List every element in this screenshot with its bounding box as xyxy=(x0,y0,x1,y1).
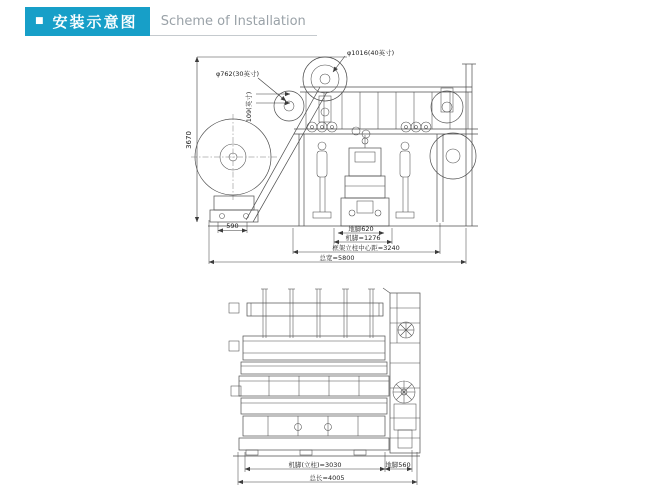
person-figure-right xyxy=(396,142,414,218)
dim-machine-foot-1276: 机脚=1276 xyxy=(345,234,381,242)
roller-group-left xyxy=(307,122,337,132)
hand-wheel-upper xyxy=(398,322,414,338)
page-title: 安装示意图 xyxy=(52,13,138,31)
heald-posts xyxy=(261,289,375,338)
dim-anchor-620: 地脚620 xyxy=(348,225,374,233)
side-view-drawing xyxy=(229,288,420,485)
dim-stand-width-590: 590 xyxy=(226,222,239,230)
hand-wheel-lower xyxy=(393,381,415,403)
square-bullet-icon: ■ xyxy=(35,16,46,26)
person-figure-left xyxy=(313,142,331,218)
label-beam-1016: φ1016(40英寸) xyxy=(347,49,395,57)
dim-machine-foot-3030: 机脚(立柱)=3030 xyxy=(288,461,342,469)
dim-total-length-4005: 总长=4005 xyxy=(309,474,345,482)
label-beam-762: φ762(30英寸) xyxy=(216,70,260,78)
front-view-drawing xyxy=(185,48,478,264)
dim-column-center-3240: 框架立柱中心距=3240 xyxy=(332,244,400,252)
dim-total-width-5800: 总宽=5800 xyxy=(319,254,355,262)
machine-body xyxy=(341,135,389,226)
dim-anchor-560: 地脚560 xyxy=(385,461,411,469)
page-subtitle: Scheme of Installation xyxy=(150,7,317,36)
dim-height-3670: 3670 xyxy=(185,131,193,149)
label-width-109-inch: 109(英寸) xyxy=(245,91,253,123)
roller-group-right xyxy=(401,122,431,132)
